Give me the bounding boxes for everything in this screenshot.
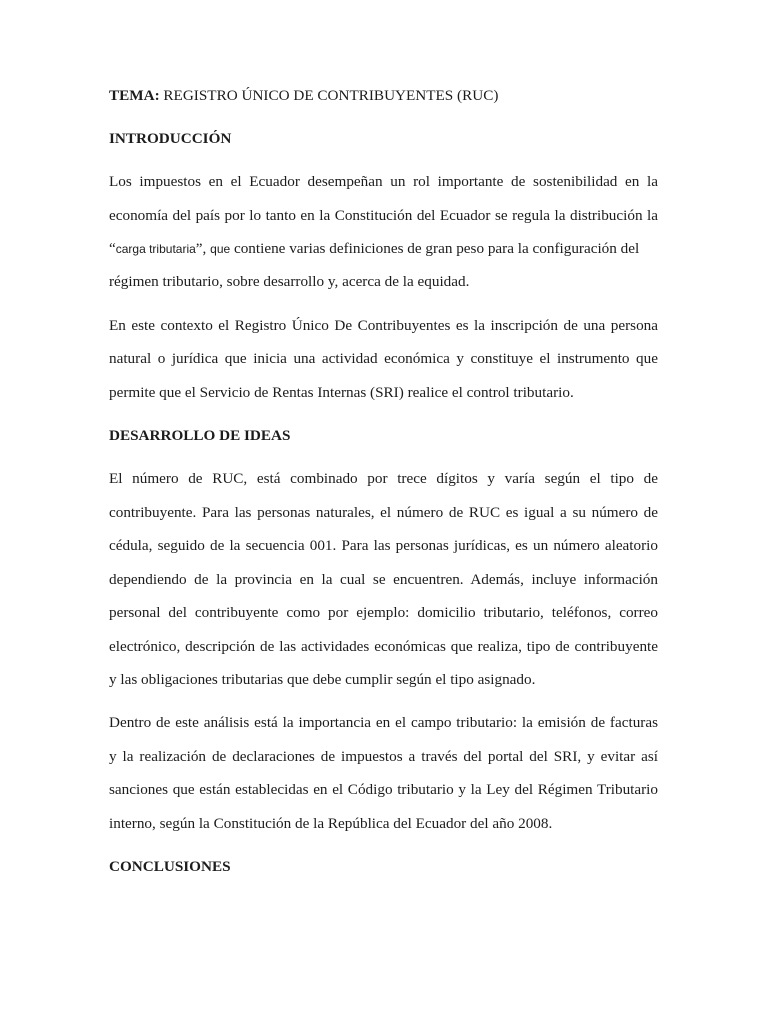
quote-close: ”, [195, 240, 211, 257]
dev-p2-line1: Dentro de este análisis está la importancia en el campo tributario: la emisión de facturas [109, 714, 658, 731]
dev-p1-line4: dependiendo de la provincia en la cual se encuentren. Además, incluye información [109, 571, 658, 588]
topic-line [109, 86, 658, 106]
dev-p1-line5: personal del contribuyente como por ejemplo: domicilio tributario, teléfonos, correo [109, 604, 658, 621]
dev-p1-line7: y las obligaciones tributarias que debe cumplir según el tipo asignado. [109, 671, 536, 688]
dev-p2-line2: y la realización de declaraciones de impuestos a través del portal del SRI, y evitar así [109, 748, 658, 765]
carga-tributaria-text: carga tributaria [115, 242, 196, 256]
dev-p1-line6: electrónico, descripción de las actividades económicas que realiza, tipo de contribuyente [109, 638, 658, 655]
intro-heading: INTRODUCCIÓN [109, 130, 232, 147]
intro-p2-line3: permite que el Servicio de Rentas Internas (SRI) realice el control tributario. [109, 384, 574, 401]
intro-p1-line2: economía del país por lo tanto en la Constitución del Ecuador se regula la distribución la [109, 207, 658, 224]
topic-text: REGISTRO ÚNICO DE CONTRIBUYENTES (RUC) [159, 87, 499, 104]
que-text: que [210, 242, 231, 256]
intro-p2-line2: natural o jurídica que inicia una actividad económica y constituye el instrumento que [109, 350, 658, 367]
dev-p2-line4: interno, según la Constitución de la República del Ecuador del año 2008. [109, 815, 553, 832]
intro-p1-line3 [109, 239, 658, 259]
intro-p1-line1: Los impuestos en el Ecuador desempeñan un rol importante de sostenibilidad en la [109, 173, 658, 190]
conclusions-heading: CONCLUSIONES [109, 858, 231, 875]
quote-open: “ [109, 240, 116, 257]
dev-p1-line2: contribuyente. Para las personas naturales, el número de RUC es igual a su número de [109, 504, 658, 521]
topic-label: TEMA: [109, 87, 160, 104]
dev-p2-line3: sanciones que están establecidas en el Código tributario y la Ley del Régimen Tributario [109, 781, 658, 798]
dev-p1-line1: El número de RUC, está combinado por trece dígitos y varía según el tipo de [109, 470, 658, 487]
intro-p1-line3-rest: contiene varias definiciones de gran peso para la configuración del [230, 240, 640, 257]
development-heading: DESARROLLO DE IDEAS [109, 427, 291, 444]
intro-p2-line1: En este contexto el Registro Único De Contribuyentes es la inscripción de una persona [109, 317, 658, 334]
intro-p1-line4: régimen tributario, sobre desarrollo y, acerca de la equidad. [109, 273, 470, 290]
dev-p1-line3: cédula, seguido de la secuencia 001. Para las personas jurídicas, es un número aleatorio [109, 537, 658, 554]
